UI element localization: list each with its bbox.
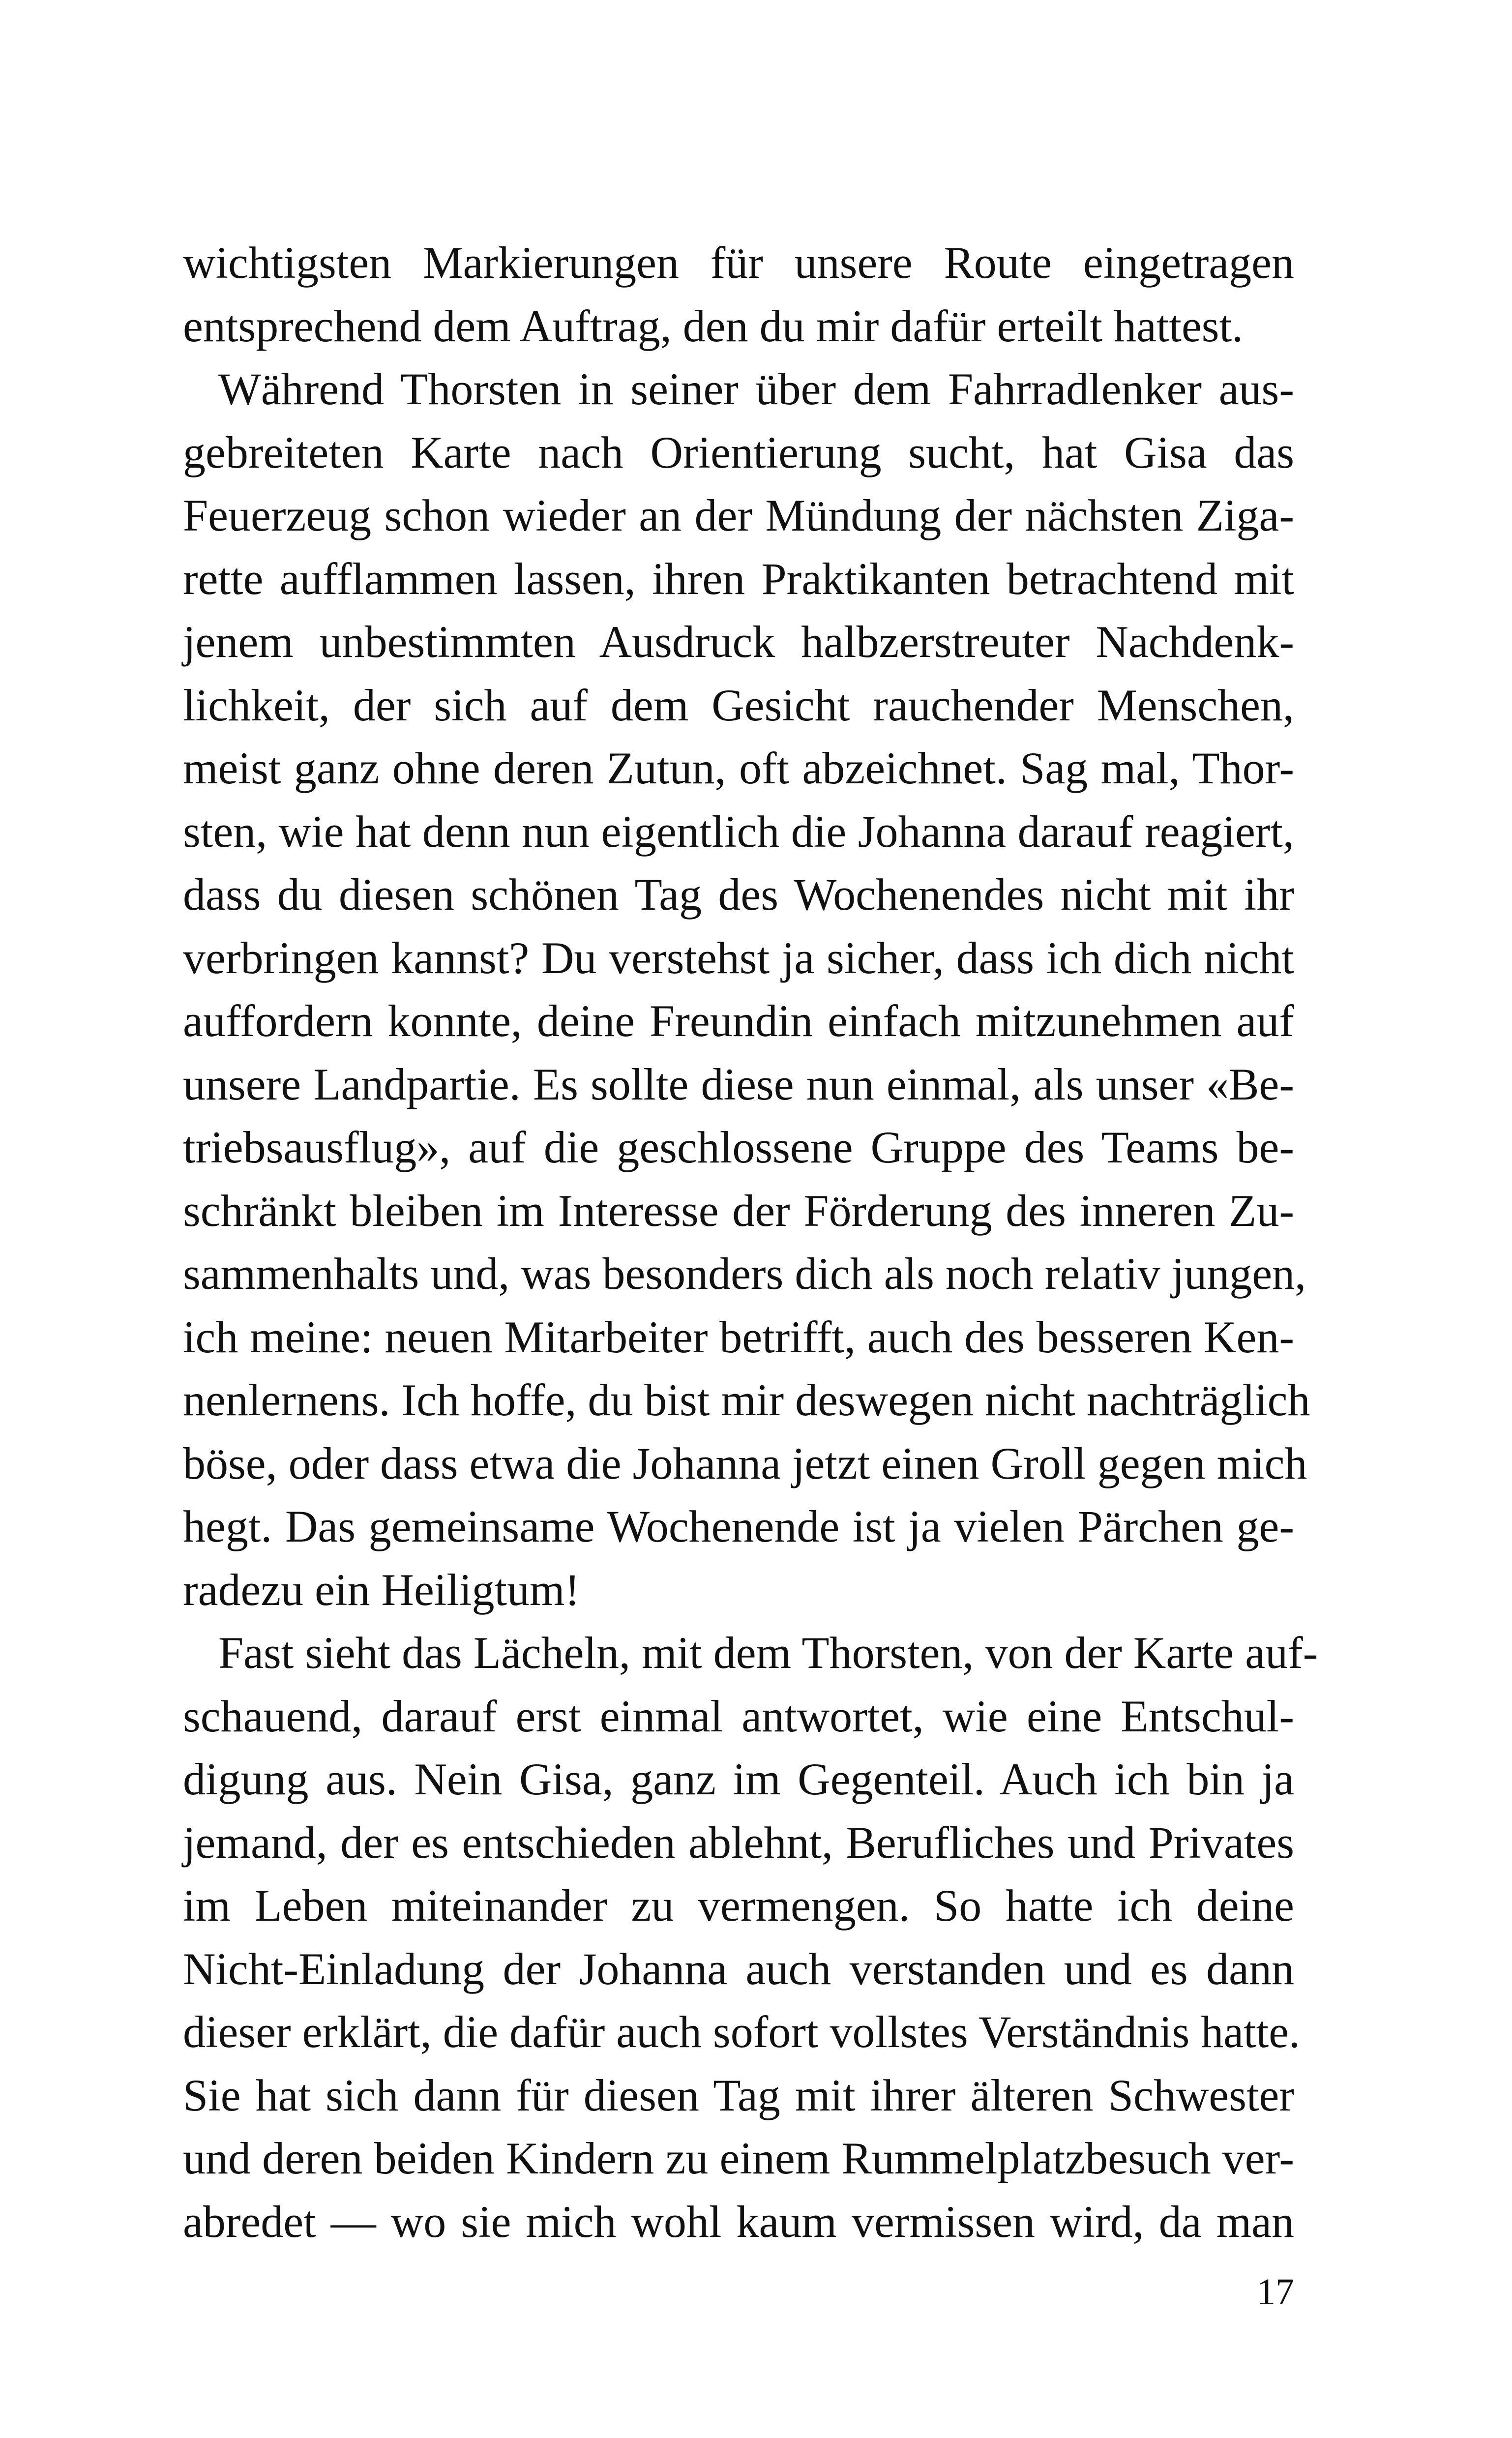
text-line: meist ganz ohne deren Zutun, oft abzeichnet. Sag mal, Thor-: [183, 743, 1294, 793]
text-line: gebreiteten Karte nach Orientierung sucht, hat Gisa das: [183, 427, 1294, 477]
text-line: wichtigsten Markierungen für unsere Route eingetragen: [183, 238, 1294, 288]
text-line: Nicht-Einladung der Johanna auch verstanden und es dann: [183, 1943, 1294, 1994]
text-line: triebsausflug», auf die geschlossene Gruppe des Teams be-: [183, 1122, 1294, 1172]
text-line: Feuerzeug schon wieder an der Mündung der nächsten Ziga-: [183, 490, 1294, 540]
text-line: radezu ein Heiligtum!: [183, 1564, 580, 1615]
text-line: ich meine: neuen Mitarbeiter betrifft, auch des besseren Ken-: [183, 1311, 1294, 1362]
text-line: jenem unbestimmten Ausdruck halbzerstreuter Nachdenk-: [183, 617, 1294, 667]
text-line: Fast sieht das Lächeln, mit dem Thorsten, von der Karte auf-: [218, 1628, 1318, 1678]
text-line: Sie hat sich dann für diesen Tag mit ihrer älteren Schwester: [183, 2070, 1294, 2120]
text-line: hegt. Das gemeinsame Wochenende ist ja vielen Pärchen ge-: [183, 1501, 1294, 1551]
text-line: böse, oder dass etwa die Johanna jetzt einen Groll gegen mich: [183, 1438, 1307, 1488]
text-line: rette aufflammen lassen, ihren Praktikanten betrachtend mit: [183, 553, 1294, 604]
page-number: 17: [1257, 2271, 1294, 2313]
text-line: im Leben miteinander zu vermengen. So hatte ich deine: [183, 1880, 1294, 1931]
text-line: lichkeit, der sich auf dem Gesicht rauchender Menschen,: [183, 680, 1294, 730]
text-line: unsere Landpartie. Es sollte diese nun einmal, als unser «Be-: [183, 1059, 1294, 1109]
text-line: auffordern konnte, deine Freundin einfach mitzunehmen auf: [183, 996, 1294, 1046]
text-line: verbringen kannst? Du verstehst ja sicher, dass ich dich nicht: [183, 932, 1294, 983]
text-line: jemand, der es entschieden ablehnt, Berufliches und Privates: [183, 1817, 1294, 1868]
text-line: dieser erklärt, die dafür auch sofort vollstes Verständnis hatte.: [183, 2007, 1301, 2057]
body-text: [183, 231, 1318, 2253]
text-line: schränkt bleiben im Interesse der Förderung des inneren Zu-: [183, 1185, 1294, 1236]
text-line: digung aus. Nein Gisa, ganz im Gegenteil. Auch ich bin ja: [183, 1754, 1294, 1804]
text-line: und deren beiden Kindern zu einem Rummelplatzbesuch ver-: [183, 2133, 1294, 2183]
text-line: entsprechend dem Auftrag, den du mir dafür erteilt hattest.: [183, 300, 1244, 351]
text-line: sten, wie hat denn nun eigentlich die Johanna darauf reagiert,: [183, 806, 1294, 857]
text-line: abredet — wo sie mich wohl kaum vermissen wird, da man: [183, 2196, 1294, 2247]
text-line: sammenhalts und, was besonders dich als noch relativ jungen,: [183, 1249, 1306, 1299]
text-line: dass du diesen schönen Tag des Wochenendes nicht mit ihr: [183, 869, 1294, 920]
text-line: schauend, darauf erst einmal antwortet, wie eine Entschul-: [183, 1691, 1294, 1741]
text-line: Während Thorsten in seiner über dem Fahrradlenker aus-: [218, 364, 1294, 414]
text-line: nenlernens. Ich hoffe, du bist mir deswegen nicht nachträglich: [183, 1375, 1310, 1425]
